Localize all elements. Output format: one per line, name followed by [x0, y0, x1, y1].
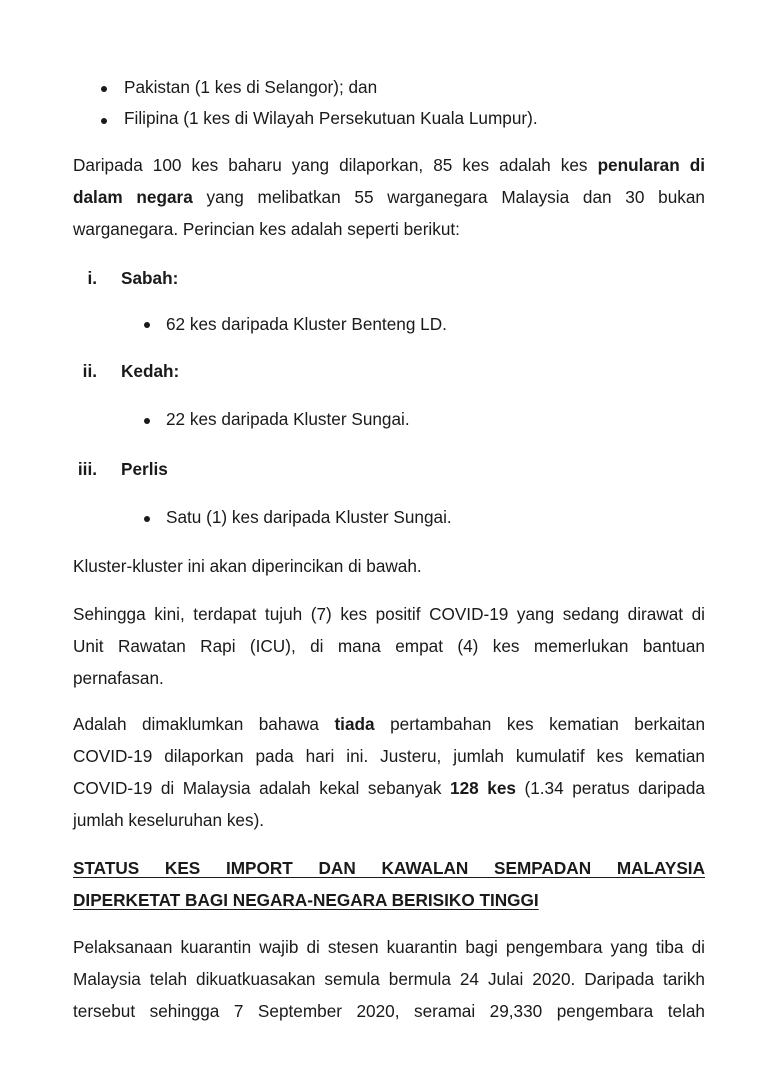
bold-text: dalam negara: [73, 187, 193, 207]
section-heading: STATUS KES IMPORT DAN KAWALAN SEMPADAN MALAYSIA: [73, 858, 705, 878]
paragraph-line: tersebut sehingga 7 September 2020, seramai 29,330 pengembara telah: [73, 1001, 705, 1021]
text-run: yang melibatkan 55 warganegara Malaysia dan 30 bukan: [206, 187, 705, 207]
text-run: Daripada 100 kes baharu yang dilaporkan, 85 kes adalah kes: [73, 155, 588, 175]
paragraph-line: Unit Rawatan Rapi (ICU), di mana empat (4) kes memerlukan bantuan: [73, 636, 705, 656]
paragraph-line: Sehingga kini, terdapat tujuh (7) kes positif COVID-19 yang sedang dirawat di: [73, 604, 705, 624]
state-heading: Sabah:: [121, 268, 179, 288]
bullet-icon: [101, 86, 107, 92]
list-item: 22 kes daripada Kluster Sungai.: [166, 409, 410, 429]
paragraph-line: [73, 714, 705, 734]
list-item: Filipina (1 kes di Wilayah Persekutuan Kuala Lumpur).: [124, 108, 538, 128]
bullet-icon: [144, 516, 150, 522]
paragraph-line: pernafasan.: [73, 668, 164, 688]
list-numeral: iii.: [77, 459, 97, 479]
bullet-icon: [144, 322, 150, 328]
list-numeral: ii.: [82, 361, 97, 381]
section-heading: DIPERKETAT BAGI NEGARA-NEGARA BERISIKO TINGGI: [73, 890, 539, 910]
text-run: COVID-19 di Malaysia adalah kekal sebanyak: [73, 778, 442, 798]
paragraph-line: [73, 155, 705, 175]
paragraph-line: [73, 778, 705, 798]
paragraph-line: COVID-19 dilaporkan pada hari ini. Justeru, jumlah kumulatif kes kematian: [73, 746, 705, 766]
text-run: pertambahan kes kematian berkaitan: [390, 714, 705, 734]
state-heading: Kedah:: [121, 361, 180, 381]
paragraph-line: Pelaksanaan kuarantin wajib di stesen kuarantin bagi pengembara yang tiba di: [73, 937, 705, 957]
state-heading: Perlis: [121, 459, 168, 479]
paragraph-line: Malaysia telah dikuatkuasakan semula bermula 24 Julai 2020. Daripada tarikh: [73, 969, 705, 989]
bold-text: 128 kes: [450, 778, 516, 798]
list-item: Satu (1) kes daripada Kluster Sungai.: [166, 507, 452, 527]
bullet-icon: [144, 418, 150, 424]
paragraph-line: jumlah keseluruhan kes).: [73, 810, 265, 830]
paragraph-line: warganegara. Perincian kes adalah seperti berikut:: [73, 219, 460, 239]
list-numeral: i.: [87, 268, 97, 288]
paragraph-line: [73, 187, 705, 207]
bold-text: tiada: [334, 714, 375, 734]
bullet-icon: [101, 118, 107, 124]
text-run: Adalah dimaklumkan bahawa: [73, 714, 319, 734]
list-item: Pakistan (1 kes di Selangor); dan: [124, 77, 378, 97]
text-run: (1.34 peratus daripada: [524, 778, 705, 798]
paragraph-line: Kluster-kluster ini akan diperincikan di bawah.: [73, 556, 422, 576]
bold-text: penularan di: [597, 155, 705, 175]
list-item: 62 kes daripada Kluster Benteng LD.: [166, 314, 447, 334]
